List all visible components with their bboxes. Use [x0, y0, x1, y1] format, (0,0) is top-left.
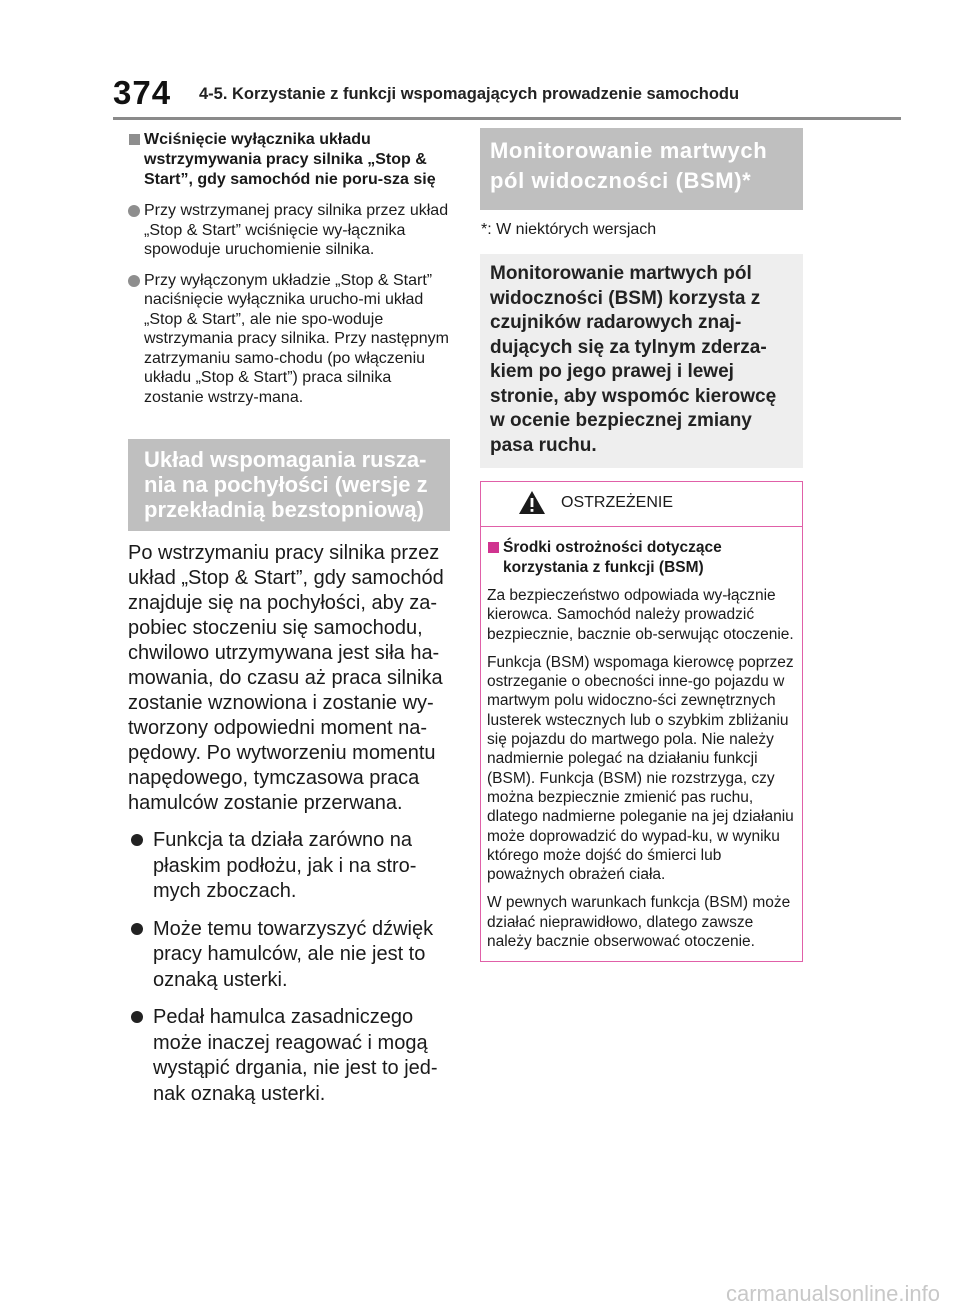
page-header: [113, 74, 903, 114]
list-item: [128, 828, 450, 905]
watermark: carmanualsonline.info: [725, 1281, 940, 1306]
list-item-text: Funkcja ta działa zarówno na płaskim podłożu, jak i na stro-mych zboczach.: [153, 829, 417, 902]
list-item: [128, 1005, 450, 1107]
section-title-bsm: Monitorowanie martwych pól widoczności (BSM)*: [480, 128, 803, 210]
warning-paragraph: Funkcja (BSM) wspomaga kierowcę poprzez ostrzeganie o obecności inne-go pojazdu w martwym polu widoczno-ści zewnętrznych lusterek wstecznych lub o szybkim zbliżaniu się pojazdu do martwego pola. Nie należy nadmiernie polegać na działaniu funkcji (BSM). Funkcja (BSM) nie rozstrzyga, czy można bezpiecznie zmienić pas ruchu, dlatego nadmierne poleganie na jej działaniu może doprowadzić do wypad-ku, w wyniku którego może dojść do śmierci lub poważnych obrażeń ciała.: [487, 653, 794, 884]
sub-heading-text: Wciśnięcie wyłącznika układu wstrzymywania pracy silnika „Stop & Start”, gdy samochód nie poru-sza się: [144, 131, 436, 188]
list-item-text: Przy wyłączonym układzie „Stop & Start” naciśnięcie wyłącznika urucho-mi układ „Stop & Start”, ale nie spo-woduje wstrzymania pracy silnika. Przy następnym zatrzymaniu samo-chodu (po włączeniu układu „Stop & Start”) praca silnika zostanie wstrzy-mana.: [144, 271, 449, 406]
circle-bullet-icon: [128, 275, 140, 287]
square-bullet-icon: [129, 134, 140, 145]
bsm-summary-box: Monitorowanie martwych pól widoczności (BSM) korzysta z czujników radarowych znaj-dujących się za tylnym zderza-kiem po jego prawej i lewej stronie, aby wspomóc kierowcę w ocenie bezpiecznej zmiany pasa ruchu.: [480, 254, 803, 468]
warning-header: [481, 482, 802, 527]
section-title-hill-start: Układ wspomagania rusza-nia na pochyłości (wersje z przekładnią bezstopniową): [128, 439, 450, 531]
warning-sub-heading-text: Środki ostrożności dotyczące korzystania z funkcji (BSM): [503, 539, 722, 576]
circle-bullet-icon: [128, 205, 140, 217]
list-item-text: Pedał hamulca zasadniczego może inaczej reagować i mogą wystąpić drgania, nie jest to jed-nak oznaką usterki.: [153, 1006, 438, 1105]
circle-bullet-icon: [131, 834, 143, 846]
list-item: [128, 271, 450, 408]
warning-triangle-icon: [518, 490, 546, 515]
list-item-text: Może temu towarzyszyć dźwięk pracy hamulców, ale nie jest to oznaką usterki.: [153, 917, 434, 991]
list-item: [128, 201, 450, 260]
circle-bullet-icon: [131, 1011, 143, 1023]
right-column: [480, 128, 803, 962]
square-bullet-icon: [488, 542, 499, 553]
warning-body: [481, 527, 802, 961]
hill-start-paragraph: Po wstrzymaniu pracy silnika przez układ „Stop & Start”, gdy samochód znajduje się na pochyłości, aby za-pobiec stoczeniu się samochodu, chwilowo utrzymywana jest siła ha-mowania, do czasu aż praca silnika zostanie wznowiona i zostanie wy-tworzony odpowiedni moment na-pędowy. Po wytworzeniu momentu napędowego, tymczasowa praca hamulców zostanie przerwana.: [128, 542, 444, 814]
left-column: [128, 130, 450, 1107]
warning-paragraph: Za bezpieczeństwo odpowiada wy-łącznie kierowca. Samochód należy prowadzić bezpiecznie, bacznie ob-serwując otoczenie.: [487, 587, 794, 643]
page-number: 374: [113, 74, 172, 111]
warning-paragraph: W pewnych warunkach funkcja (BSM) może działać nieprawidłowo, dlatego zawsze należy bacznie obserwować otoczenie.: [487, 894, 791, 951]
chapter-title: 4-5. Korzystanie z funkcji wspomagających prowadzenie samochodu: [199, 85, 740, 103]
list-item-text: Przy wstrzymanej pracy silnika przez układ „Stop & Start” wciśnięcie wy-łącznika spowoduje uruchomienie silnika.: [144, 202, 449, 258]
circle-bullet-icon: [131, 923, 143, 935]
warning-sub-heading: [487, 538, 794, 577]
warning-title: OSTRZEŻENIE: [561, 494, 674, 511]
sub-heading-stop-start: [128, 130, 450, 190]
warning-box: [480, 481, 803, 962]
list-item: [128, 917, 450, 994]
header-divider: [113, 117, 901, 120]
footnote: *: W niektórych wersjach: [481, 221, 657, 238]
